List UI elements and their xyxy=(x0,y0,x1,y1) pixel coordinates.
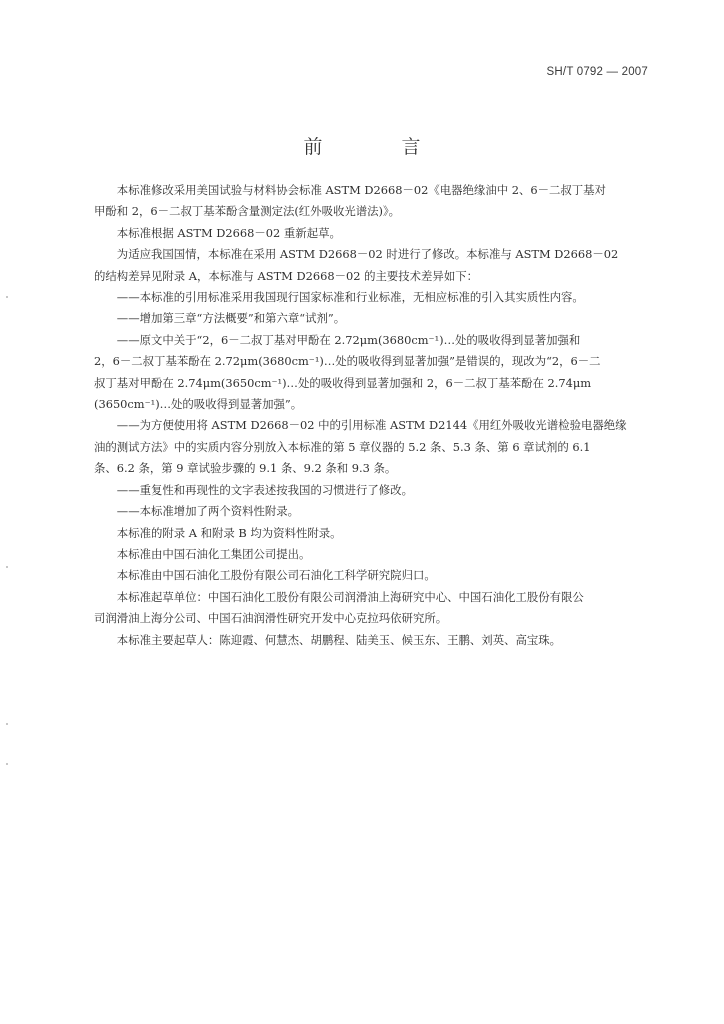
paragraph-line: ——重复性和再现性的文字表述按我国的习惯进行了修改。 xyxy=(116,482,413,497)
paragraph-line: 本标准由中国石油化工股份有限公司石油化工科学研究院归口。 xyxy=(116,568,436,583)
scan-mark xyxy=(6,723,8,725)
scan-mark xyxy=(6,763,8,765)
paragraph-line: 2，6－二叔丁基苯酚在 2.72μm(3680cm⁻¹)…处的吸收得到显著加强”是错误的，现改为“2，6－二 xyxy=(94,354,601,369)
scan-mark xyxy=(6,296,8,298)
list-item-annexes-added xyxy=(94,501,648,522)
paragraph-line: 司润滑油上海分公司、中国石油润滑性研究开发中心克拉玛依研究所。 xyxy=(94,611,448,626)
paragraph-line: ——原文中关于“2，6－二叔丁基对甲酚在 2.72μm(3680cm⁻¹)…处的吸收得到显著加强和 xyxy=(116,332,581,347)
paragraph-annexes xyxy=(94,523,648,544)
paragraph-proposed-by xyxy=(94,544,648,565)
scan-mark xyxy=(6,566,8,568)
paragraph-line: 本标准根据 ASTM D2668－02 重新起草。 xyxy=(116,225,341,240)
paragraph-line: ——本标准增加了两个资料性附录。 xyxy=(116,504,300,519)
paragraph-administered-by xyxy=(94,565,648,586)
list-item-absorption-correction xyxy=(94,330,648,416)
list-item-repeatability xyxy=(94,480,648,501)
paragraph-line: 甲酚和 2，6－二叔丁基苯酚含量测定法(红外吸收光谱法)》。 xyxy=(94,204,401,219)
paragraph-drafting-units xyxy=(94,587,648,630)
list-item-referenced-standards xyxy=(94,287,648,308)
document-code: SH/T 0792 — 2007 xyxy=(546,66,648,78)
paragraph-drafters xyxy=(94,630,648,651)
list-item-added-chapters xyxy=(94,308,648,329)
page-title: 前 言 xyxy=(303,136,451,158)
foreword-body xyxy=(94,180,648,651)
list-item-d2144-content xyxy=(94,415,648,479)
paragraph-line: ——增加第三章“方法概要”和第六章“试剂”。 xyxy=(116,311,346,326)
paragraph-line: 本标准起草单位：中国石油化工股份有限公司润滑油上海研究中心、中国石油化工股份有限公 xyxy=(116,589,584,604)
paragraph-line: 为适应我国国情，本标准在采用 ASTM D2668－02 时进行了修改。本标准与 ASTM D2668－02 xyxy=(116,247,619,262)
paragraph-modifications-intro xyxy=(94,244,648,287)
paragraph-line: 叔丁基对甲酚在 2.74μm(3650cm⁻¹)…处的吸收得到显著加强和 2，6－二叔丁基苯酚在 2.74μm xyxy=(94,375,592,390)
paragraph-line: 油的测试方法》中的实质内容分别放入本标准的第 5 章仪器的 5.2 条、5.3 条、第 6 章试剂的 6.1 xyxy=(94,439,591,454)
paragraph-line: 本标准修改采用美国试验与材料协会标准 ASTM D2668－02《电器绝缘油中 2、6－二叔丁基对 xyxy=(116,183,606,197)
paragraph-line: 本标准由中国石油化工集团公司提出。 xyxy=(116,546,311,561)
paragraph-redrafted xyxy=(94,223,648,244)
paragraph-adoption xyxy=(94,180,648,223)
paragraph-line: 的结构差异见附录 A，本标准与 ASTM D2668－02 的主要技术差异如下： xyxy=(94,268,478,283)
paragraph-line: 本标准主要起草人：陈迎霞、何慧杰、胡鹏程、陆美玉、候玉东、王鹏、刘英、高宝珠。 xyxy=(116,632,562,647)
paragraph-line: ——本标准的引用标准采用我国现行国家标准和行业标准，无相应标准的引入其实质性内容。 xyxy=(116,290,584,305)
paragraph-line: 条、6.2 条，第 9 章试验步骤的 9.1 条、9.2 条和 9.3 条。 xyxy=(94,461,397,476)
paragraph-line: 本标准的附录 A 和附录 B 均为资料性附录。 xyxy=(116,525,342,540)
paragraph-line: ——为方便使用将 ASTM D2668－02 中的引用标准 ASTM D2144《用红外吸收光谱检验电器绝缘 xyxy=(116,418,627,433)
paragraph-line: (3650cm⁻¹)…处的吸收得到显著加强”。 xyxy=(94,397,303,412)
